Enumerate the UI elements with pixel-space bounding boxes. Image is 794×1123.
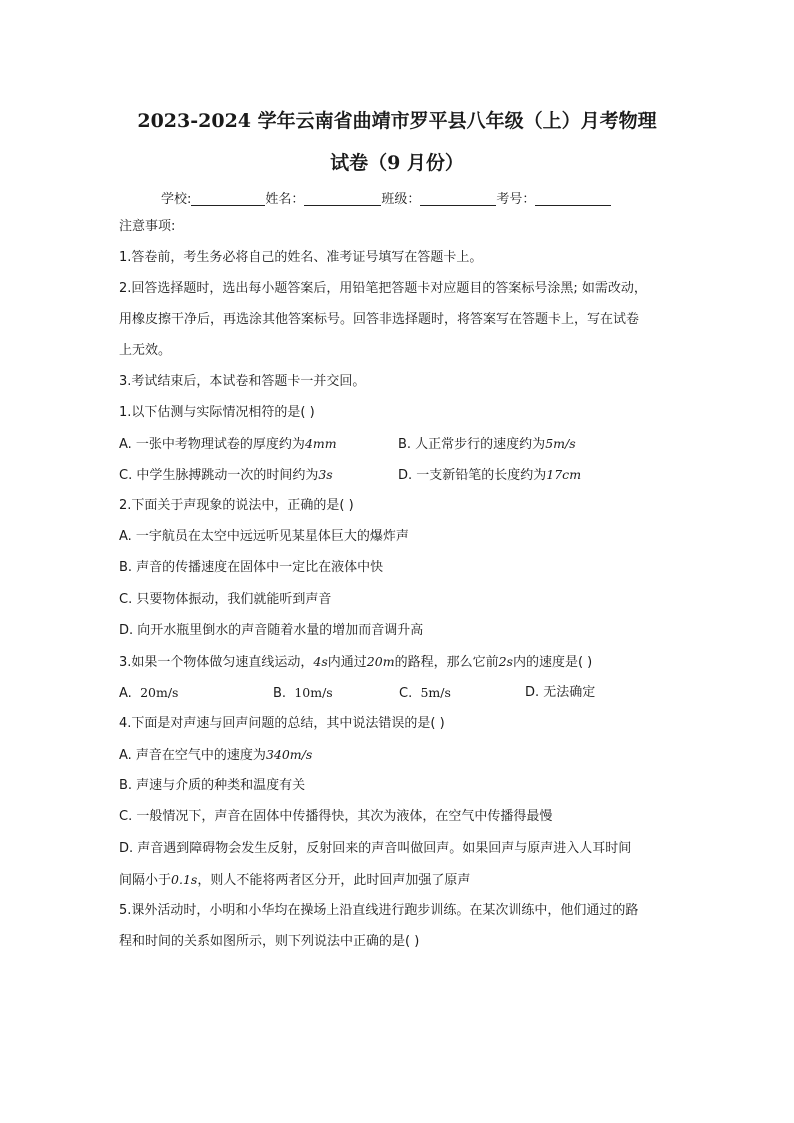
title-line-1: 2023-2024 学年云南省曲靖市罗平县八年级（上）月考物理 <box>137 110 657 132</box>
q2-option-b[interactable]: B. 声音的传播速度在固体中一定比在液体中快 <box>119 560 384 575</box>
q2-option-d[interactable]: D. 向开水瓶里倒水的声音随着水量的增加而音调升高 <box>119 623 424 638</box>
notice-item-2-line-3: 上无效。 <box>119 343 172 358</box>
notice-heading: 注意事项: <box>119 219 176 234</box>
q3-option-d[interactable]: D. 无法确定 <box>525 685 596 700</box>
q3-option-c[interactable]: C. 5m/s <box>399 685 451 701</box>
q2-option-c[interactable]: C. 只要物体振动，我们就能听到声音 <box>119 592 332 607</box>
q4-option-b[interactable]: B. 声速与介质的种类和温度有关 <box>119 778 306 793</box>
exam-no-blank[interactable] <box>535 191 611 206</box>
q3-option-a[interactable]: A. 20m/s <box>119 685 179 701</box>
q2-option-a[interactable]: A. 一宇航员在太空中远远听见某星体巨大的爆炸声 <box>119 529 409 544</box>
q5-stem-line-2: 程和时间的关系如图所示，则下列说法中正确的是( ) <box>119 934 420 949</box>
q1-option-b[interactable]: B. 人正常步行的速度约为5m/s <box>398 436 576 452</box>
school-blank[interactable] <box>191 191 265 206</box>
notice-item-2-line-1: 2.回答选择题时，选出每小题答案后，用铅笔把答题卡对应题目的答案标号涂黑; 如需改动， <box>119 281 647 296</box>
exam-no-label: 考号： <box>496 192 536 207</box>
q1-option-d[interactable]: D. 一支新铅笔的长度约为17cm <box>398 467 582 483</box>
q4-option-a[interactable]: A. 声音在空气中的速度为340m/s <box>119 747 313 763</box>
title-line-2: 试卷（9 月份） <box>330 152 464 174</box>
name-blank[interactable] <box>304 191 381 206</box>
q1-option-a[interactable]: A. 一张中考物理试卷的厚度约为4mm <box>119 436 337 452</box>
school-label: 学校: <box>161 192 192 207</box>
q1-stem: 1.以下估测与实际情况相符的是( ) <box>119 405 315 420</box>
notice-item-2-line-2: 用橡皮擦干净后，再选涂其他答案标号。回答非选择题时，将答案写在答题卡上，写在试卷 <box>119 312 640 327</box>
student-info-fields <box>161 188 611 207</box>
q3-stem: 3.如果一个物体做匀速直线运动，4s内通过20m的路程，那么它前2s内的速度是( ) <box>119 654 593 670</box>
q5-stem-line-1: 5.课外活动时，小明和小华均在操场上沿直线进行跑步训练。在某次训练中，他们通过的路 <box>119 903 639 918</box>
notice-item-3: 3.考试结束后，本试卷和答题卡一并交回。 <box>119 374 366 389</box>
q2-stem: 2.下面关于声现象的说法中，正确的是( ) <box>119 498 354 513</box>
q4-option-c[interactable]: C. 一般情况下，声音在固体中传播得快，其次为液体，在空气中传播得最慢 <box>119 809 553 824</box>
class-blank[interactable] <box>420 191 496 206</box>
notice-item-1: 1.答卷前，考生务必将自己的姓名、准考证号填写在答题卡上。 <box>119 250 483 265</box>
q3-option-b[interactable]: B. 10m/s <box>273 685 333 701</box>
q4-option-d-line-2[interactable]: 间隔小于0.1s，则人不能将两者区分开，此时回声加强了原声 <box>119 872 471 888</box>
q1-option-c[interactable]: C. 中学生脉搏跳动一次的时间约为3s <box>119 467 333 483</box>
q4-option-d-line-1[interactable]: D. 声音遇到障碍物会发生反射，反射回来的声音叫做回声。如果回声与原声进入人耳时间 <box>119 841 632 856</box>
class-label: 班级： <box>381 192 421 207</box>
q4-stem: 4.下面是对声速与回声问题的总结，其中说法错误的是( ) <box>119 716 445 731</box>
name-label: 姓名： <box>265 192 305 207</box>
